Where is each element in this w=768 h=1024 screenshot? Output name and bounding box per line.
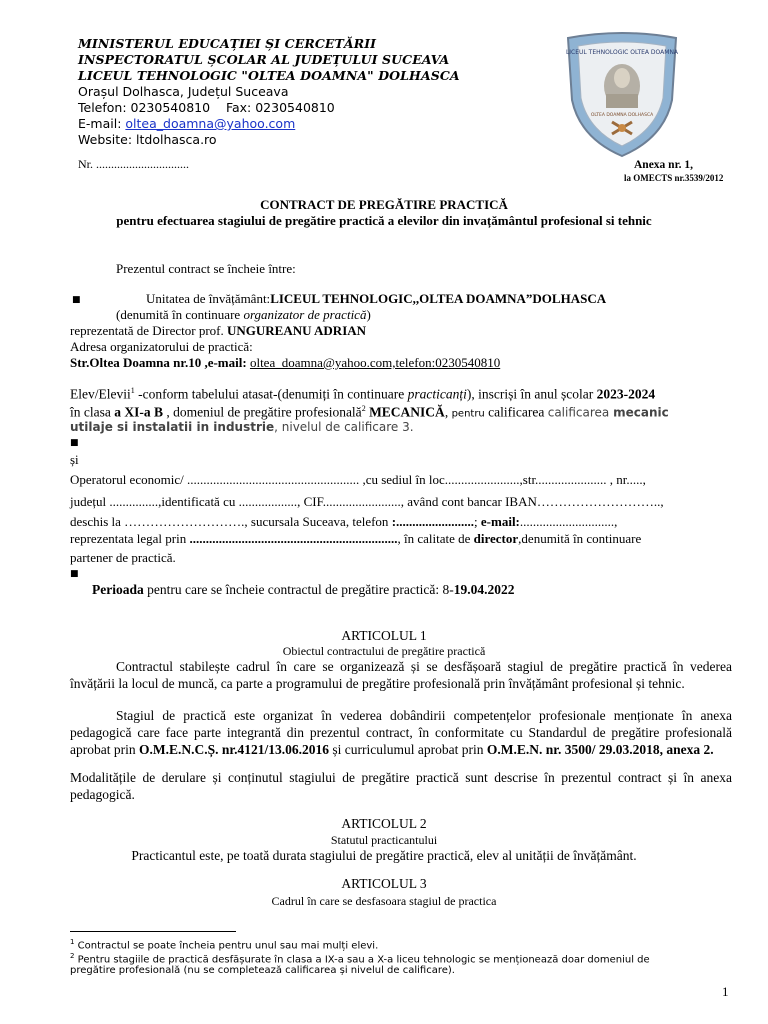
op3e: .............................,	[519, 514, 618, 529]
header-website: Website: ltdolhasca.ro	[78, 132, 217, 147]
unit-addr-label: Adresa organizatorului de practică:	[70, 339, 253, 354]
art2-p1: Practicantul este, pe toată durata stagiului de pregătire practică, elev al unității de învățământ.	[131, 848, 637, 863]
page-number: 1	[722, 984, 729, 999]
unit-denumit	[116, 307, 371, 323]
school-logo	[560, 30, 684, 160]
s2-pentru: pentru	[451, 408, 485, 420]
annex-title: Anexa nr. 1,	[634, 159, 693, 171]
art1-p2a: Stagiul de practică este organizat în vederea dobândirii competențelor profesionale menționate în anexa pedagogică care face parte integrantă din prezentul contract, în conformitate cu Standardul de pregătire profesională aprobat prin	[70, 708, 732, 757]
s1b: -conform tabelului atasat-(denumiți în continuare	[134, 386, 408, 402]
operator-line2: județul ...............,identificată cu .................., CIF........................, având cont bancar IBAN………………………..,	[70, 494, 664, 509]
op3c: ;	[474, 514, 481, 529]
si-text: și	[70, 452, 79, 467]
unit-rep-name: UNGUREANU ADRIAN	[227, 323, 367, 338]
logo-text: LICEUL TEHNOLOGIC OLTEA DOAMNA	[565, 49, 679, 56]
fn2-text-a: Pentru stagiile de practică desfășurate în clasa a IX-a sau a X-a liceu tehnologic se menționează doar domeniul de	[74, 954, 650, 966]
school-year: 2023-2024	[596, 386, 656, 402]
op3d: e-mail:	[480, 514, 520, 529]
unit-addr	[70, 355, 500, 371]
header-inspectorate: INSPECTORATUL ȘCOLAR AL JUDEȚULUI SUCEAVA	[78, 52, 450, 67]
art1-p2c: și curriculumul aprobat prin	[329, 742, 487, 757]
annex-sub: la OMECTS nr.3539/2012	[624, 173, 724, 183]
art3-title: ARTICOLUL 3	[341, 876, 427, 891]
s2b: , domeniul de pregătire profesională	[163, 404, 362, 420]
fn1-text: Contractul se poate încheia pentru unul sau mai mulți elevi.	[74, 940, 379, 952]
contract-subtitle: pentru efectuarea stagiului de pregătire practică a elevilor din invațământul profesional si tehnic	[116, 213, 652, 228]
unit-addr-link[interactable]: oltea_doamna@yahoo.com,telefon:0230540810	[249, 355, 501, 370]
s1c: ), inscriși în anul școlar	[466, 386, 597, 402]
s2-mecanic: mecanic	[613, 405, 669, 420]
bullet-icon: ■	[72, 295, 81, 305]
s1sup: 1	[130, 386, 135, 395]
bullet-icon: ■	[70, 438, 79, 448]
s1i: practicanți	[407, 386, 467, 402]
unit-label: Unitatea de învățământ:	[146, 291, 271, 306]
period-date: 19.04.2022	[453, 582, 515, 597]
period-label: Perioada	[92, 582, 144, 597]
unit-denumit-i: organizator de practică	[243, 307, 367, 322]
s2-calif2: calificarea	[547, 405, 614, 420]
bullet-icon: ■	[70, 569, 79, 579]
operator-line3	[70, 514, 617, 530]
art2-sub: Statutul practicantului	[330, 833, 438, 847]
school-crest-icon	[560, 30, 684, 160]
unit-denumit-a: (denumită în continuare	[116, 307, 244, 322]
fn1-num: 1	[70, 938, 75, 946]
document-number: Nr. ...............................	[78, 157, 189, 171]
art1-p2d: O.M.E.N. nr. 3500/ 29.03.2018, anexa 2.	[486, 742, 714, 757]
art3-sub: Cadrul în care se desfasoara stagiul de practica	[271, 894, 497, 908]
unit-line	[146, 291, 606, 307]
art2-title: ARTICOLUL 2	[341, 816, 427, 831]
art1-p2	[70, 707, 732, 758]
header-ministry: MINISTERUL EDUCAȚIEI ȘI CERCETĂRII	[78, 36, 377, 51]
op4b: ................................................................	[189, 531, 398, 546]
op3a: deschis la ………………………., sucursala Suceava, telefon	[70, 514, 392, 529]
unit-rep	[70, 323, 366, 339]
op4a: reprezentata legal prin	[70, 531, 190, 546]
header-phone: Telefon: 0230540810 Fax: 0230540810	[78, 100, 335, 115]
fn2-num: 2	[70, 952, 75, 960]
unit-denumit-end: )	[366, 307, 371, 322]
students-line1	[70, 383, 655, 403]
qualification: utilaje si instalatii in industrie	[70, 420, 275, 434]
s2-calif: calificarea	[484, 404, 548, 420]
header-address: Orașul Dolhasca, Județul Suceava	[78, 84, 289, 99]
logo-small-text: OLTEA DOAMNA DOLHASCA	[590, 113, 654, 118]
period-text: pentru care se încheie contractul de pregătire practică: 8-	[143, 582, 454, 597]
unit-addr-b: Str.Oltea Doamna nr.10 ,e-mail:	[70, 355, 250, 370]
op4c: , în calitate de	[397, 531, 474, 546]
art1-p3: Modalitățile de derulare și conținutul stagiului de pregătire practică sunt descrise în prezentul contract și în anexa pedagogică.	[70, 770, 732, 802]
header-email-label: E-mail:	[78, 116, 126, 131]
op4e: ,denumită în continuare	[518, 531, 642, 546]
period-line	[92, 582, 514, 598]
art1-sub: Obiectul contractului de pregătire practică	[282, 644, 486, 658]
domain-name: MECANICĂ	[365, 404, 445, 420]
unit-rep-label: reprezentată de Director prof.	[70, 323, 227, 338]
header-email-line	[78, 116, 295, 132]
art1-p2b: O.M.E.N.C.Ș. nr.4121/13.06.2016	[138, 742, 329, 757]
footnote-divider	[70, 931, 236, 932]
art1-title: ARTICOLUL 1	[341, 628, 427, 643]
qualification-level: , nivelul de calificare 3.	[274, 420, 414, 434]
s2sup: 2	[361, 404, 366, 413]
s1a: Elev/Elevii	[70, 386, 131, 402]
intro-text: Prezentul contract se încheie între:	[116, 261, 296, 276]
unit-name: LICEUL TEHNOLOGIC,,OLTEA DOAMNA”DOLHASCA	[270, 291, 607, 306]
s2a: în clasa	[70, 404, 115, 420]
header-email-link[interactable]: oltea_doamna@yahoo.com	[125, 116, 296, 131]
art1-p1: Contractul stabilește cadrul în care se organizează și se desfășoară stagiul de pregătire practică în vederea învățării la locul de muncă, ca parte a programului de pregătire profesională prin învățământ profesional și tehnic.	[70, 659, 732, 691]
contract-title: CONTRACT DE PREGĂTIRE PRACTICĂ	[260, 197, 508, 212]
footnote-2-cont: pregătire profesională (nu se completează calificarea și nivelul de calificare).	[70, 965, 455, 976]
op4d: director	[473, 531, 519, 546]
class-name: a XI-a B	[114, 404, 163, 420]
op3b: :........................	[391, 514, 475, 529]
students-line3	[70, 419, 414, 435]
header-school: LICEUL TEHNOLOGIC "OLTEA DOAMNA" DOLHASCA	[78, 68, 460, 83]
operator-line4	[70, 531, 641, 547]
s2c: ,	[444, 404, 452, 420]
operator-line5: partener de practică.	[70, 550, 176, 565]
operator-line1: Operatorul economic/ ..................................................... ,cu sediul în loc.......................,str...................... , nr.....,	[70, 472, 646, 487]
